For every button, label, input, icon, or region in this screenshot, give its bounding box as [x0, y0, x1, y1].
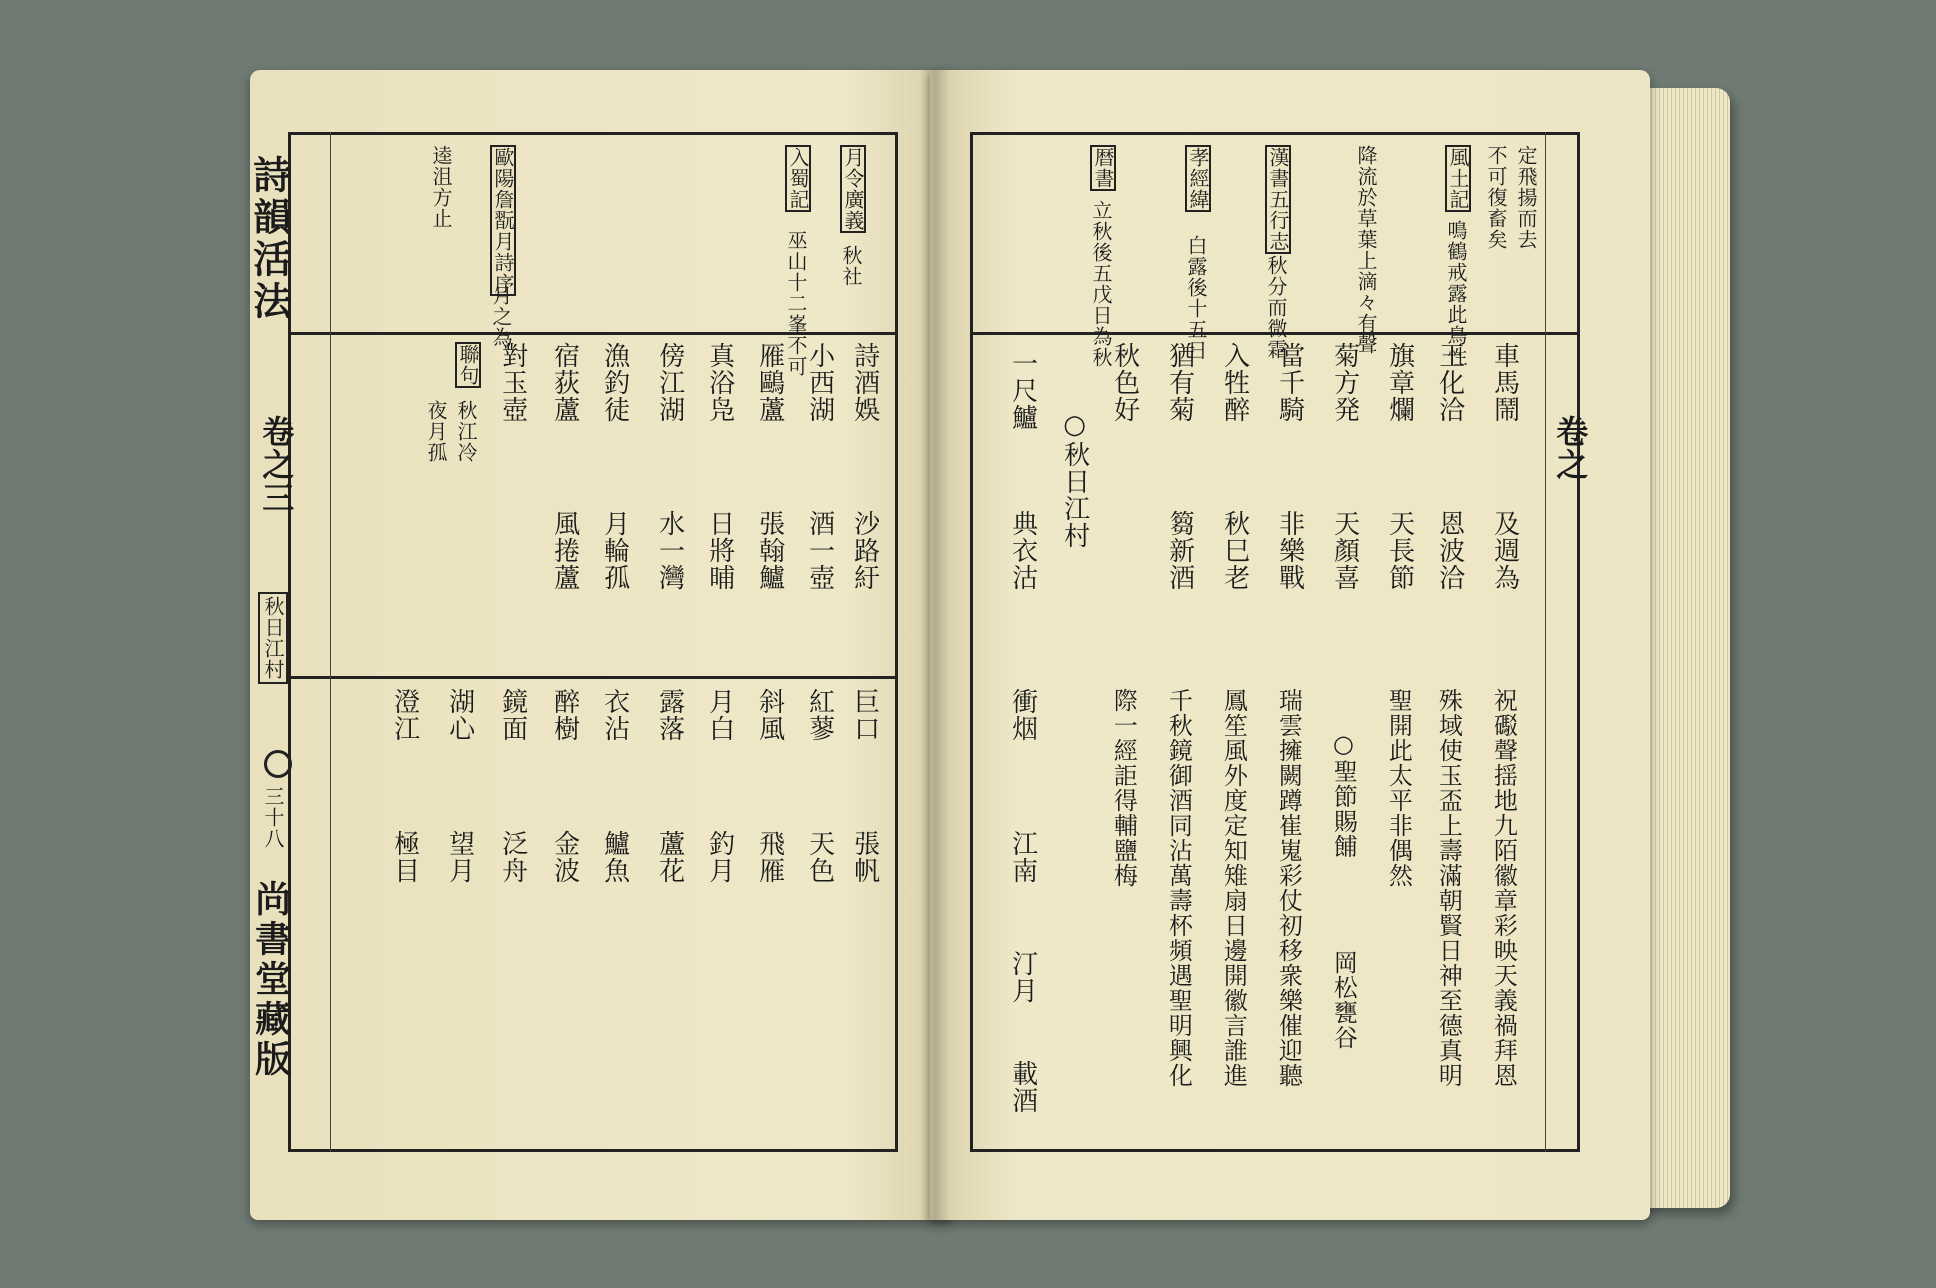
upper-note: 風土記 [1446, 147, 1470, 210]
lower-entry: 極目 [389, 830, 420, 884]
lower-entry: 張帆 [849, 830, 880, 884]
upper-note: 降流於草葉上滴々有聲 [1354, 145, 1378, 355]
middle-entry: 詩酒娛 [849, 342, 880, 423]
lower-entry: 岡松甕谷 [1329, 950, 1358, 1050]
lower-entry: 天色 [804, 830, 835, 884]
right-margin-rule [1545, 132, 1546, 1152]
lower-entry: 金波 [549, 830, 580, 884]
middle-entry: 及週為 [1489, 510, 1520, 591]
middle-entry: 酒一壺 [804, 510, 835, 591]
section-label: 秋日江村 [258, 592, 288, 684]
middle-entry: 篘新酒 [1164, 510, 1195, 591]
lower-entry: ○聖節賜餔 [1329, 730, 1358, 859]
upper-note: 定飛揚而去 [1514, 145, 1538, 250]
middle-entry: 小西湖 [804, 342, 835, 423]
chapter-label-right: 卷之 [1551, 415, 1590, 481]
left-page [246, 70, 950, 1220]
lower-entry: 衝烟 [1007, 688, 1038, 742]
upper-note: 暦書 [1091, 147, 1115, 189]
middle-entry: ○秋日江村 [1059, 410, 1090, 549]
lower-entry: 蘆花 [654, 830, 685, 884]
upper-note: 秋分而微霜 [1264, 255, 1288, 360]
middle-entry: 日將晡 [704, 510, 735, 591]
middle-entry: 秋江冷 [454, 400, 478, 463]
book-title: 詩韻活法 [246, 155, 292, 323]
chapter-label: 卷之三 [257, 415, 296, 514]
lower-entry: 際一經詎得輔鹽梅 [1109, 688, 1138, 888]
upper-note: 孝經緯 [1186, 147, 1210, 210]
lower-entry: 瑞雲擁闕蹲崔嵬彩仗初移衆樂催迎聽 [1274, 688, 1303, 1088]
middle-entry: 對玉壺 [497, 342, 528, 423]
lower-entry: 千秋鏡御酒同沾萬壽杯頻遇聖明興化 [1164, 688, 1193, 1088]
middle-entry: 沙路紆 [849, 510, 880, 591]
lower-entry: 江南 [1007, 830, 1038, 884]
publisher-label: 尚書堂藏版 [249, 880, 292, 1080]
middle-entry: 王化洽 [1434, 342, 1465, 423]
upper-note: 逵沮方止 [429, 145, 453, 229]
upper-note: 入蜀記 [786, 147, 810, 210]
middle-entry: 當千騎 [1274, 342, 1305, 423]
middle-entry: 漁釣徒 [599, 342, 630, 423]
upper-note: 巫山十二峯不可 [784, 230, 808, 377]
middle-entry: 非樂戰 [1274, 510, 1305, 591]
upper-note: 漢書五行志 [1266, 147, 1290, 252]
middle-entry: 月輪孤 [599, 510, 630, 591]
left-margin-rule [330, 132, 331, 1152]
middle-entry: 秋色好 [1109, 342, 1140, 423]
lower-entry: 汀月 [1007, 950, 1038, 1004]
middle-entry: 傍江湖 [654, 342, 685, 423]
left-lower-divider [288, 676, 898, 679]
middle-entry: 秋巳老 [1219, 510, 1250, 591]
lower-entry: 露落 [654, 688, 685, 742]
middle-entry: 真浴凫 [704, 342, 735, 423]
lower-entry: 望月 [444, 830, 475, 884]
middle-entry: 天顏喜 [1329, 510, 1360, 591]
middle-entry: 風捲蘆 [549, 510, 580, 591]
middle-entry: 典衣沽 [1007, 510, 1038, 591]
page-number: 三十八 [261, 786, 285, 849]
book-gutter [920, 70, 950, 1220]
right-page [930, 70, 1650, 1220]
middle-entry: 旗章爛 [1384, 342, 1415, 423]
lower-entry: 紅蓼 [804, 688, 835, 742]
upper-note: 月令廣義 [841, 147, 865, 231]
lower-entry: 鏡面 [497, 688, 528, 742]
page-edges [1640, 88, 1730, 1208]
open-book [230, 70, 1720, 1230]
middle-entry: 聯句 [456, 344, 480, 386]
middle-entry: 天長節 [1384, 510, 1415, 591]
lower-entry: 泛舟 [497, 830, 528, 884]
middle-entry: 一尺鱸 [1007, 350, 1038, 431]
upper-note: 不可復畜矣 [1484, 145, 1508, 250]
page-number-circle [264, 750, 292, 778]
upper-note: 月之為 [489, 285, 513, 348]
lower-entry: 衣沾 [599, 688, 630, 742]
middle-entry: 夜月孤 [424, 400, 448, 463]
middle-entry: 猶有菊 [1164, 342, 1195, 423]
lower-entry: 聖開此太平非偶然 [1384, 688, 1413, 888]
middle-entry: 菊方発 [1329, 342, 1360, 423]
middle-entry: 張翰鱸 [754, 510, 785, 591]
middle-entry: 宿荻蘆 [549, 342, 580, 423]
upper-note: 鳴鶴戒露此鳥性 [1444, 220, 1468, 367]
lower-entry: 巨口 [849, 688, 880, 742]
middle-entry: 恩波洽 [1434, 510, 1465, 591]
lower-entry: 鱸魚 [599, 830, 630, 884]
middle-entry: 水一灣 [654, 510, 685, 591]
lower-entry: 飛雁 [754, 830, 785, 884]
upper-note: 立秋後五戊日為秋 [1089, 200, 1113, 368]
lower-entry: 湖心 [444, 688, 475, 742]
lower-entry: 載酒 [1007, 1060, 1038, 1114]
lower-entry: 祝礟聲揺地九陌徽章彩映天義禍拜恩 [1489, 688, 1518, 1088]
lower-entry: 斜風 [754, 688, 785, 742]
lower-entry: 殊域使玉盃上壽滿朝賢日神至德真明 [1434, 688, 1463, 1088]
lower-entry: 鳳笙風外度定知雉扇日邊開徽言誰進 [1219, 688, 1248, 1088]
middle-entry: 雁鷗蘆 [754, 342, 785, 423]
lower-entry: 澄江 [389, 688, 420, 742]
lower-entry: 釣月 [704, 830, 735, 884]
upper-note: 秋社 [839, 245, 863, 287]
middle-entry: 車馬鬧 [1489, 342, 1520, 423]
middle-entry: 入牲醉 [1219, 342, 1250, 423]
upper-note: 白露後十五日 [1184, 235, 1208, 361]
upper-note: 歐陽詹翫月詩序 [491, 147, 515, 294]
lower-entry: 醉樹 [549, 688, 580, 742]
lower-entry: 月白 [704, 688, 735, 742]
